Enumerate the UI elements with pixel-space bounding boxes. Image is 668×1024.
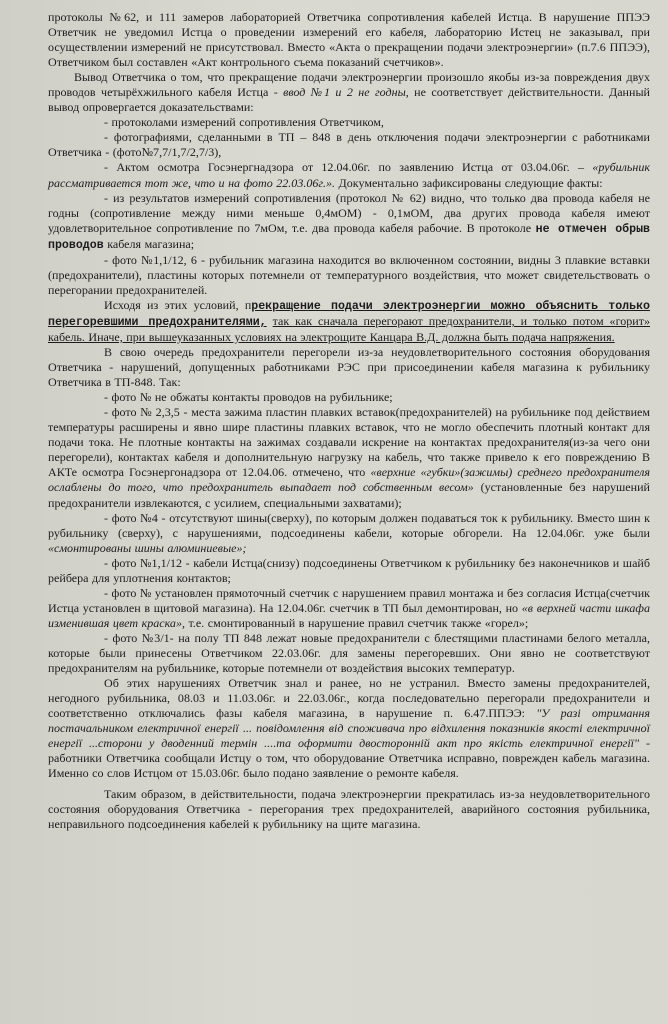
violation-contacts: - фото № не обжаты контакты проводов на рубильнике; <box>104 390 393 405</box>
violation-cables: - фото №1,1/12 - кабели Истца(снизу) подсоединены Ответчиком к рубильнику без наконечников и шайб рейбера для уплотнения контактов; <box>48 555 650 585</box>
list-item-act: - Актом осмотра Госэнергнадзора от 12.04.06г. по заявлению Истца от 03.04.06г. – «рубильник рассматривается тот же, что и на фото 22.03.06г.». Документально зафиксированы следующие факты: <box>48 160 651 190</box>
paragraph-summary: Таким образом, в действительности, подача электроэнергии прекратилась из-за неудовлетворительного состояния оборудования Ответчика - перегорания трех предохранителей, аварийного состояния рубильника, неправильного подсоединения кабелей к рубильнику на щите магазина. <box>48 787 650 832</box>
paragraph-protocols: протоколы №62, и 111 замеров лабораторией Ответчика сопротивления кабелей Истца. В нарушение ППЭЭ Ответчик не уведомил Истца о проведении измерений его кабеля, лабораторию Истец не заказывал, при осуществлении измерений не присутствовал. Вместо «Акта о прекращении подачи электроэнергии» (п.7.6 ППЭЭ), Ответчиком был составлен «Акт контрольного съема показаний счетчиков». <box>48 10 650 70</box>
list-item-photos: - фотографиями, сделанными в ТП – 848 в день отключения подачи электроэнергии с работниками Ответчика - (фото№7,7/1,7/2,7/3), <box>48 130 650 160</box>
paragraph-conclusion: Исходя из этих условий, прекращение подачи электроэнергии можно объяснить только перегоревшими предохранителями, так как сначала перегорают предохранители, и только потом «горит» кабель. Иначе, при вышеуказанных условиях на электрощите Канцара В.Д. должна быть подача напряжения. <box>48 297 650 344</box>
fact-measurements: - из результатов измерений сопротивления (протокол № 62) видно, что только два провода кабеля не годны (сопротивление между ними меньше 0,4мОМ) - 0,1мОМ, два других провода кабеля имеют удовлетворительное сопротивление по 7мОм, т.е. два провода кабеля рабочие. В протоколе не отмечен обрыв проводов кабеля магазина; <box>48 190 651 252</box>
paragraph-violations-intro: В свою очередь предохранители перегорели из-за неудовлетворительного состояния оборудования Ответчика - нарушений, допущенных работниками РЭС при присоединении кабеля магазина к рубильнику Ответчика в ТП-848. Так: <box>48 345 650 390</box>
fact-photo-switch: - фото №1,1/12, 6 - рубильник магазина находится во включенном состоянии, видны 3 плавкие вставки (предохранители), пластины которых потемнели от температурного воздействия, что может свидетельствовать о перегорании предохранителей. <box>48 252 650 297</box>
violation-busbars: - фото №4 - отсутствуют шины(сверху), по которым должен подаваться ток к рубильнику. Вместо шин к рубильнику (сверху), с нарушениями, подсоединены кабели, которые обгорели. На 12.04.06г. уже были «смонтированы шины алюминиевые»; <box>48 510 650 555</box>
paragraph-conclusion-claim: Вывод Ответчика о том, что прекращение подачи электроэнергии произошло якобы из-за повреждения двух проводов четырёхжильного кабеля Истца - ввод №1 и 2 не годны, не соответствует действительности. Данный вывод опровергается доказательствами: <box>48 70 650 115</box>
list-item-protocols: - протоколами измерений сопротивления Ответчиком, <box>104 115 384 130</box>
violation-clamps: - фото № 2,3,5 - места зажима пластин плавких вставок(предохранителей) на рубильнике под действием температуры расширены и явно шире пластины плавких вставок, что не могло обеспечить плотный контакт для подачи тока. Не плотные контакты на зажимах создавали искрение на контактах предохранителя(из-за чего они перегорели), контактах кабеля и дополнительную нагрузку на кабель, что также привело к его повреждению В АКТе осмотра Госэнергонадзора от 12.04.06. отмечено, что «верхние «губки»(зажимы) среднего предохранителя ослаблены до того, что предохранитель выпадает под собственным весом» (установленные без нарушений предохранители извлекаются, с усилием, специальными захватами); <box>48 405 651 510</box>
violation-meter: - фото № установлен прямоточный счетчик с нарушением правил монтажа и без согласия Истца(счетчик Истца установлен в щитовой магазина). На 12.04.06г. счетчик в ТП был демонтирован, но «в верхней части шкафа изменившая цвет краска», т.е. смонтированный в нарушение правил счетчик также «горел»; <box>48 585 650 630</box>
violation-new-fuses: - фото №3/1- на полу ТП 848 лежат новые предохранители с блестящими пластинами белого металла, которые были принесены Ответчиком 22.03.06г. для замены перегоревших. Они явно не соответствуют предохранителям на рубильнике, которые потемнели от воздействия высоких температур. <box>48 630 650 676</box>
paragraph-known-violations: Об этих нарушениях Ответчик знал и ранее, но не устранил. Вместо замены предохранителей, негодного рубильника, 08.03 и 11.03.06г. и 22.03.06г., когда последовательно перегорали предохранители и соответственно отключались фазы кабеля магазина, в нарушение п. 6.47.ППЭЭ: "У разі отримання постачальником електричної енергії ... повідомлення від споживача про відхилення показників якості електричної енергії ...сторони у дводенний термін ....та оформити двосторонній акт про якість електричної енергії" - работники Ответчика сообщали Истцу о том, что оборудование Ответчика исправно, поврежден кабель магазина. Именно со слов Истцом от 15.03.06г. было подано заявление о ремонте кабеля. <box>48 676 650 781</box>
